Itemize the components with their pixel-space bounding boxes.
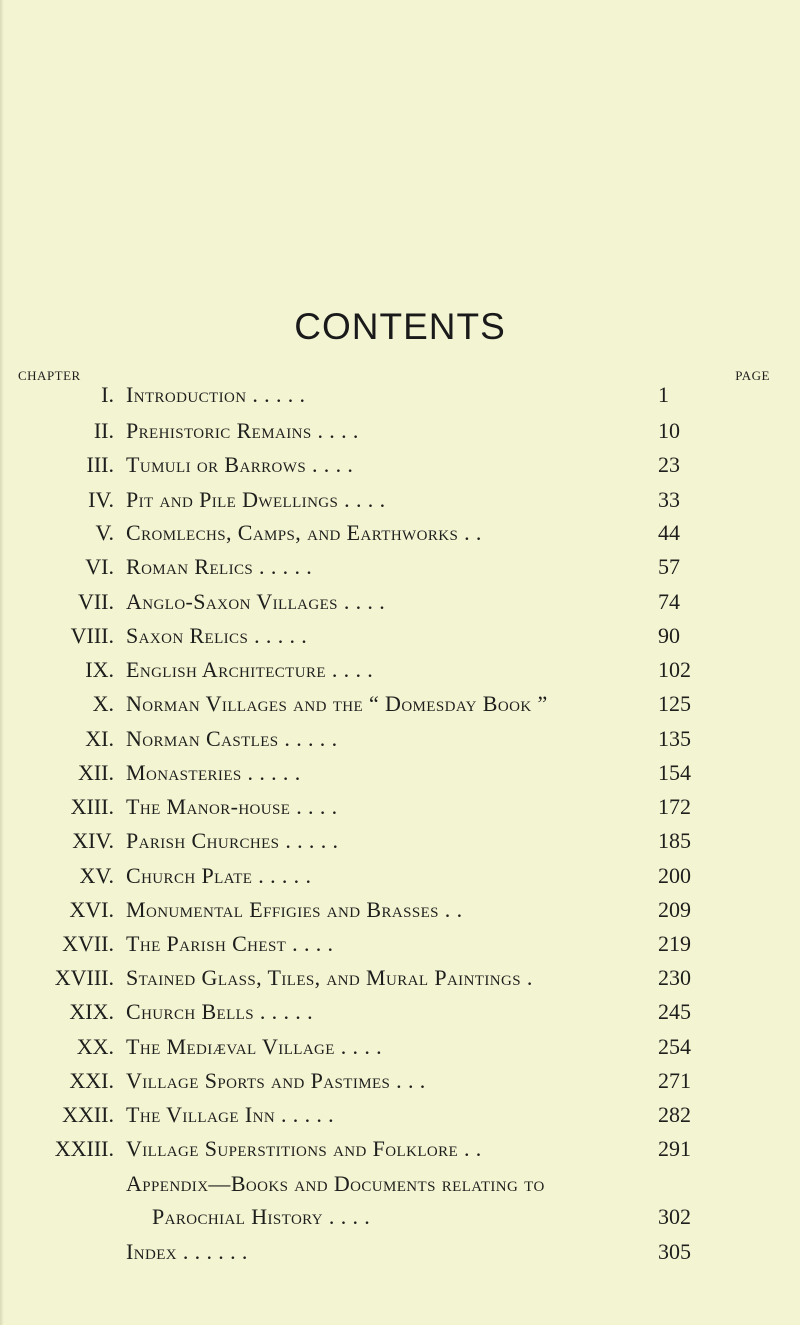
page-number: 219 xyxy=(658,931,691,956)
page-number: 135 xyxy=(658,726,691,751)
chapter-title: Parochial History . . . . xyxy=(152,1204,371,1229)
chapter-number: XVI. xyxy=(69,897,114,922)
page-number: 44 xyxy=(658,520,680,545)
page-number: 254 xyxy=(658,1034,691,1059)
toc-entry xyxy=(0,485,800,515)
toc-entry xyxy=(0,1134,800,1164)
chapter-number: V. xyxy=(95,520,114,545)
chapter-number: XX. xyxy=(76,1034,114,1059)
chapter-number: XV. xyxy=(79,863,114,888)
page-number: 185 xyxy=(658,828,691,853)
chapter-number: XVII. xyxy=(62,931,114,956)
chapter-number: XIX. xyxy=(69,999,114,1024)
toc-entry xyxy=(0,861,800,891)
chapter-number: IV. xyxy=(88,487,114,512)
chapter-number: XXI. xyxy=(69,1068,114,1093)
chapter-title: Village Sports and Pastimes . . . xyxy=(126,1068,426,1093)
toc-entry xyxy=(0,1066,800,1096)
toc-entry xyxy=(0,380,800,410)
chapter-number: II. xyxy=(93,418,114,443)
page-number: 245 xyxy=(658,999,691,1024)
chapter-number: XXIII. xyxy=(54,1136,114,1161)
chapter-title: Parish Churches . . . . . xyxy=(126,828,339,853)
chapter-title: The Village Inn . . . . . xyxy=(126,1102,335,1127)
chapter-number: VIII. xyxy=(70,623,114,648)
chapter-title: Index . . . . . . xyxy=(126,1239,248,1264)
page-number: 154 xyxy=(658,760,691,785)
chapter-number: XIV. xyxy=(72,828,114,853)
toc-entry xyxy=(0,826,800,856)
toc-entry xyxy=(0,895,800,925)
toc-entry xyxy=(0,689,800,719)
toc-entry xyxy=(0,1032,800,1062)
page-column-label: PAGE xyxy=(735,368,770,383)
chapter-title: Anglo-Saxon Villages . . . . xyxy=(126,589,386,614)
toc-entry xyxy=(0,587,800,617)
page-number: 302 xyxy=(658,1204,691,1229)
toc-entry xyxy=(0,1100,800,1130)
chapter-title: Saxon Relics . . . . . xyxy=(126,623,308,648)
toc-entry xyxy=(0,963,800,993)
toc-entry xyxy=(0,997,800,1027)
page-number: 291 xyxy=(658,1136,691,1161)
toc-entry xyxy=(0,792,800,822)
chapter-title: Church Bells . . . . . xyxy=(126,999,313,1024)
toc-entry-index xyxy=(0,1237,800,1267)
page-number: 305 xyxy=(658,1239,691,1264)
chapter-number: XIII. xyxy=(70,794,114,819)
toc-entry xyxy=(0,621,800,651)
chapter-number: X. xyxy=(92,691,114,716)
page-number: 33 xyxy=(658,487,680,512)
page-number: 23 xyxy=(658,452,680,477)
chapter-number: III. xyxy=(86,452,114,477)
chapter-title: Cromlechs, Camps, and Earthworks . . xyxy=(126,520,482,545)
chapter-number: VI. xyxy=(85,554,114,579)
page-number: 102 xyxy=(658,657,691,682)
page-title: CONTENTS xyxy=(294,306,506,347)
page-number: 125 xyxy=(658,691,691,716)
chapter-title: Stained Glass, Tiles, and Mural Paintings . xyxy=(126,965,533,990)
toc-entry-appendix xyxy=(0,1169,800,1199)
chapter-title: Village Superstitions and Folklore . . xyxy=(126,1136,482,1161)
chapter-title: Prehistoric Remains . . . . xyxy=(126,418,359,443)
chapter-title: Norman Castles . . . . . xyxy=(126,726,338,751)
chapter-number: I. xyxy=(101,382,114,407)
toc-entry xyxy=(0,518,800,548)
chapter-title: Church Plate . . . . . xyxy=(126,863,312,888)
toc-entry xyxy=(0,416,800,446)
chapter-number: XII. xyxy=(77,760,114,785)
chapter-title: English Architecture . . . . xyxy=(126,657,374,682)
chapter-title: Appendix—Books and Documents relating to xyxy=(126,1171,545,1196)
chapter-title: Norman Villages and the “ Domesday Book ” xyxy=(126,691,548,716)
chapter-column-label: CHAPTER xyxy=(18,368,81,383)
chapter-title: Monumental Effigies and Brasses . . xyxy=(126,897,463,922)
page-number: 200 xyxy=(658,863,691,888)
page-number: 90 xyxy=(658,623,680,648)
page-number: 209 xyxy=(658,897,691,922)
chapter-title: Roman Relics . . . . . xyxy=(126,554,313,579)
page-number: 271 xyxy=(658,1068,691,1093)
page-number: 230 xyxy=(658,965,691,990)
toc-entry-appendix-continued xyxy=(0,1202,800,1232)
chapter-title: Tumuli or Barrows . . . . xyxy=(126,452,354,477)
toc-entry xyxy=(0,724,800,754)
chapter-title: The Mediæval Village . . . . xyxy=(126,1034,383,1059)
chapter-number: XVIII. xyxy=(54,965,114,990)
page-number: 172 xyxy=(658,794,691,819)
toc-entry xyxy=(0,450,800,480)
chapter-title: The Manor-house . . . . xyxy=(126,794,338,819)
page-number: 57 xyxy=(658,554,680,579)
chapter-number: IX. xyxy=(85,657,114,682)
chapter-number: XXII. xyxy=(62,1102,114,1127)
chapter-title: Introduction . . . . . xyxy=(126,382,306,407)
page-number: 10 xyxy=(658,418,680,443)
page-number: 282 xyxy=(658,1102,691,1127)
toc-entry xyxy=(0,552,800,582)
chapter-number: VII. xyxy=(77,589,114,614)
chapter-title: Pit and Pile Dwellings . . . . xyxy=(126,487,386,512)
toc-entry xyxy=(0,758,800,788)
page-number: 1 xyxy=(658,382,669,407)
chapter-title: Monasteries . . . . . xyxy=(126,760,301,785)
page-number: 74 xyxy=(658,589,680,614)
toc-entry xyxy=(0,655,800,685)
chapter-title: The Parish Chest . . . . xyxy=(126,931,334,956)
chapter-number: XI. xyxy=(85,726,114,751)
toc-entry xyxy=(0,929,800,959)
